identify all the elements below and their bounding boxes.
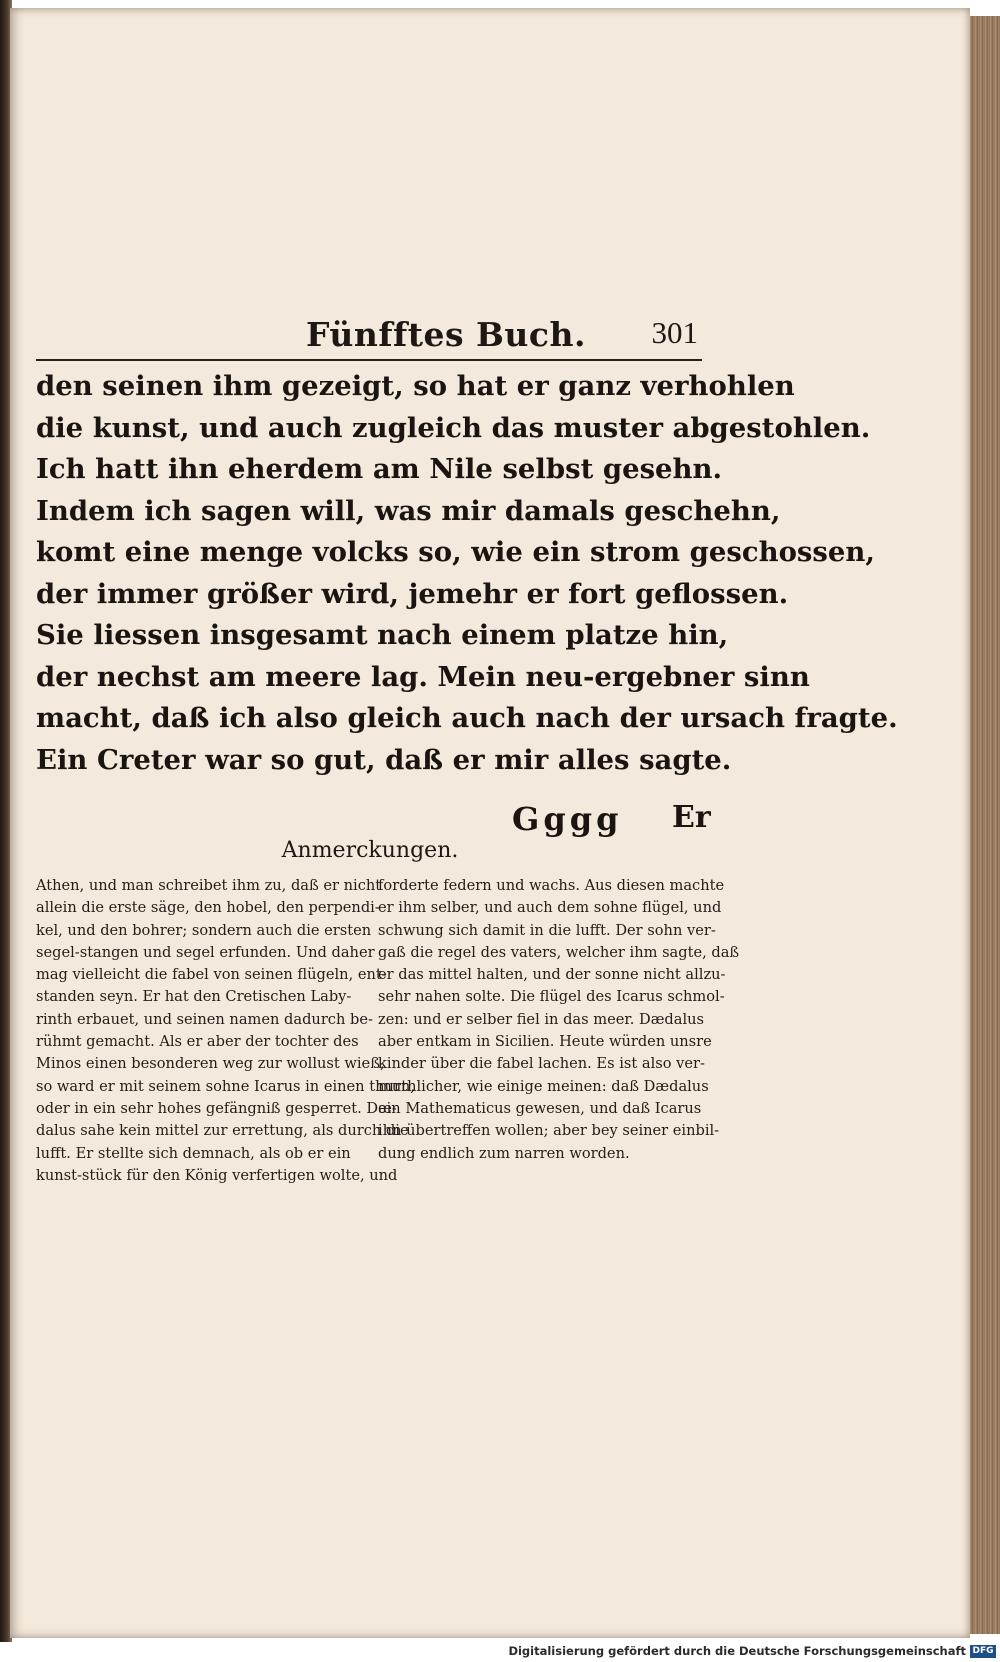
note-line: forderte federn und wachs. Aus diesen machte [378, 877, 725, 894]
notes-heading: Anmerckungen. [281, 838, 459, 863]
page-header [36, 315, 702, 361]
signature-mark: Gggg [512, 800, 623, 838]
note-line: aber entkam in Sicilien. Heute würden unsre [378, 1033, 712, 1051]
note-line: er das mittel halten, und der sonne nicht allzu- [378, 966, 726, 984]
note-line: kinder über die fabel lachen. Es ist also ver- [378, 1055, 705, 1073]
note-line: sehr nahen solte. Die flügel des Icarus schmol- [378, 988, 725, 1006]
catchword: Er [672, 800, 711, 835]
verse-line: der nechst am meere lag. Mein neu-ergebner sinn [36, 660, 810, 693]
verse-line: Sie liessen insgesamt nach einem platze hin, [36, 619, 729, 651]
notes-column-right [378, 875, 740, 1165]
verse-line: den seinen ihm gezeigt, so hat er ganz verhohlen [36, 370, 795, 402]
note-line: rinth erbauet, und seinen namen dadurch be- [36, 1010, 373, 1028]
note-line: gaß die regel des vaters, welcher ihm sagte, daß [378, 943, 740, 961]
note-line: rühmt gemacht. Als er aber der tochter des [36, 1033, 359, 1051]
verse-line: Ich hatt ihn eherdem am Nile selbst gesehn. [36, 453, 723, 485]
note-line: dung endlich zum narren worden. [378, 1144, 630, 1162]
note-line: standen seyn. Er hat den Cretischen Laby- [36, 988, 352, 1006]
note-line: oder in ein sehr hohes gefängniß gesperret. Dæ- [36, 1099, 397, 1117]
note-line: er ihm selber, und auch dem sohne flügel, und [378, 899, 722, 917]
note-line: allein die erste säge, den hobel, den perpendi- [36, 899, 380, 917]
verse-line: macht, daß ich also gleich auch nach der ursach fragte. [36, 702, 898, 734]
note-line: dalus sahe kein mittel zur errettung, als durch die [36, 1122, 409, 1140]
book-page [10, 8, 970, 1638]
note-line: muthlicher, wie einige meinen: daß Dædalus [378, 1077, 709, 1095]
notes-column-left [36, 875, 415, 1187]
note-line: kunst-stück für den König verfertigen wolte, und [36, 1166, 398, 1184]
note-line: schwung sich damit in die lufft. Der sohn ver- [378, 921, 716, 939]
verse-line: die kunst, und auch zugleich das muster abgestohlen. [36, 411, 871, 444]
note-line: zen: und er selber fiel in das meer. Dædalus [378, 1010, 705, 1028]
verse-block [36, 366, 898, 781]
note-line: ein Mathematicus gewesen, und daß Icarus [378, 1099, 702, 1117]
note-line: segel-stangen und segel erfunden. Und daher [36, 943, 375, 961]
page-edges [968, 16, 1000, 1634]
funding-credit: Digitalisierung gefördert durch die Deutsche Forschungsgemeinschaft [508, 1644, 966, 1658]
verse-line: Ein Creter war so gut, daß er mir alles sagte. [36, 743, 732, 776]
running-title: Fünfftes Buch. [306, 315, 586, 354]
note-line: Athen, und man schreibet ihm zu, daß er nicht [36, 877, 382, 894]
dfg-logo-icon: DFG [970, 1645, 996, 1658]
note-line: mag vielleicht die fabel von seinen flügeln, ent- [36, 966, 387, 984]
note-line: Minos einen besonderen weg zur wollust wieß, [36, 1055, 385, 1073]
page-number: 301 [651, 315, 698, 350]
verse-line: Indem ich sagen will, was mir damals geschehn, [36, 494, 781, 527]
note-line: lufft. Er stellte sich demnach, als ob er ein [36, 1144, 351, 1162]
footer-bar [0, 1642, 1000, 1662]
note-line: kel, und den bohrer; sondern auch die ersten [36, 921, 372, 939]
verse-line: der immer größer wird, jemehr er fort geflossen. [36, 577, 789, 610]
note-line: ihn übertreffen wollen; aber bey seiner einbil- [378, 1122, 720, 1140]
note-line: so ward er mit seinem sohne Icarus in einen thurn, [36, 1077, 415, 1095]
verse-line: komt eine menge volcks so, wie ein strom geschossen, [36, 536, 875, 568]
